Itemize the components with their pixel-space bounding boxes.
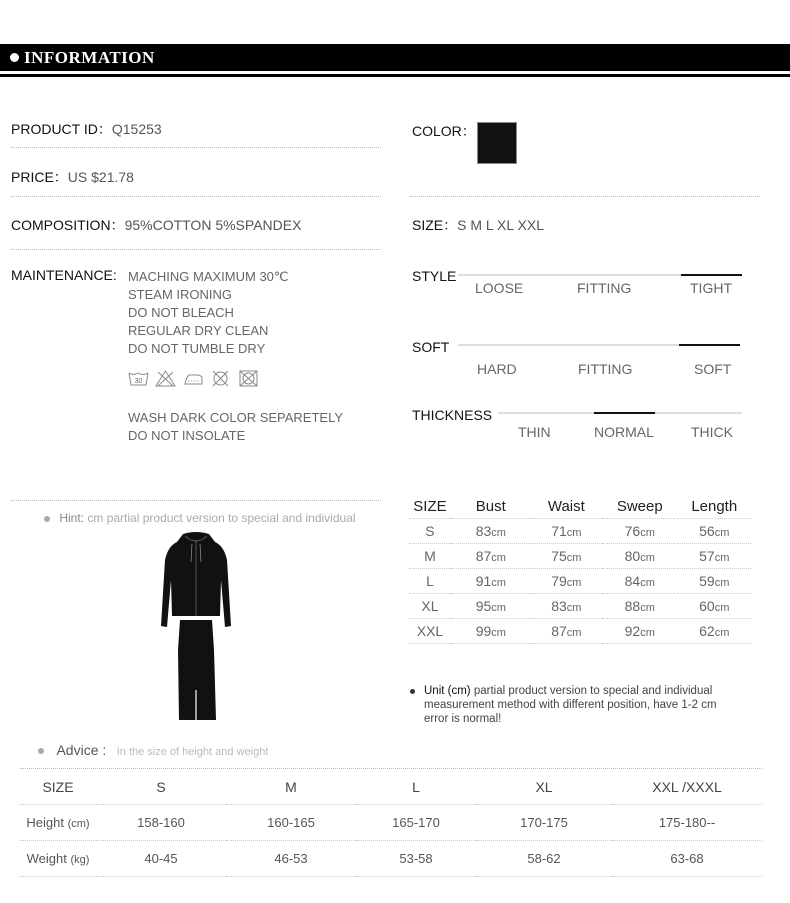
size-cell: L	[409, 569, 451, 594]
banner-title	[10, 48, 155, 68]
length-cell	[678, 594, 751, 619]
maintenance-item: STEAM IRONING	[128, 287, 233, 302]
row-label: Height	[26, 814, 64, 830]
advice-header: XL	[476, 770, 612, 804]
no-dry-clean-icon	[210, 370, 231, 387]
advice-header: M	[226, 770, 356, 804]
price-value: US $21.78	[67, 169, 134, 185]
row-label: Weight	[26, 850, 67, 866]
size-cell: XL	[409, 594, 451, 619]
cell-value: 76	[624, 523, 641, 539]
hint-text: cm partial product version to special and individual	[87, 511, 356, 525]
wash-30-icon	[128, 370, 149, 387]
size-cell: M	[409, 544, 451, 569]
thickness-scale-marker	[594, 412, 655, 414]
advice-table	[20, 770, 762, 877]
cell-unit: cm	[640, 527, 655, 539]
cell-unit: cm	[566, 552, 582, 564]
table-row	[409, 519, 751, 544]
length-cell	[678, 519, 751, 544]
bust-cell	[451, 519, 531, 544]
divider	[11, 147, 381, 148]
bust-cell	[451, 619, 531, 644]
sweep-header: Sweep	[602, 494, 678, 519]
divider	[11, 249, 381, 250]
bust-cell	[451, 569, 531, 594]
thickness-option-thin: THIN	[518, 424, 551, 440]
cell-value: 79	[551, 573, 567, 589]
divider	[11, 500, 381, 501]
sweep-cell	[602, 569, 678, 594]
bullet-icon	[44, 516, 50, 522]
unit-note-line: error is normal!	[424, 713, 502, 725]
advice-label: Advice :	[56, 742, 107, 758]
cell-value: 71	[551, 523, 567, 539]
cell-value: 84	[624, 573, 641, 589]
cell-unit: cm	[566, 527, 582, 539]
sweep-cell	[602, 519, 678, 544]
size-row	[412, 215, 544, 235]
height-cell: 165-170	[356, 804, 476, 840]
maintenance-note: DO NOT INSOLATE	[128, 428, 246, 443]
maintenance-item: MACHING MAXIMUM 30℃	[128, 269, 289, 284]
cell-unit: cm	[640, 627, 655, 639]
cell-value: 92	[624, 623, 641, 639]
product-id-label: PRODUCT ID：	[11, 121, 112, 137]
weight-cell: 63-68	[612, 840, 762, 876]
table-row	[409, 544, 751, 569]
maintenance-label: MAINTENANCE:	[11, 267, 117, 283]
iron-icon	[183, 370, 204, 387]
bullet-icon	[10, 53, 19, 62]
cell-unit: cm	[566, 627, 582, 639]
bust-cell	[451, 594, 531, 619]
cell-unit: cm	[566, 577, 582, 589]
style-label: STYLE	[412, 268, 457, 284]
cell-unit: cm	[714, 627, 730, 639]
table-row	[20, 840, 762, 876]
height-label-cell	[20, 804, 96, 840]
waist-cell	[531, 594, 602, 619]
advice	[38, 742, 268, 760]
soft-option-soft: SOFT	[694, 361, 732, 377]
waist-cell	[531, 544, 602, 569]
height-cell: 160-165	[226, 804, 356, 840]
weight-cell: 46-53	[226, 840, 356, 876]
cell-unit: cm	[714, 577, 730, 589]
maintenance-item: REGULAR DRY CLEAN	[128, 323, 269, 338]
size-label: SIZE：	[412, 217, 458, 233]
divider	[11, 196, 381, 197]
maintenance-notes	[128, 409, 343, 445]
price-row	[11, 167, 134, 187]
composition-label: COMPOSITION：	[11, 217, 125, 233]
sweep-cell	[602, 544, 678, 569]
unit-note-label: Unit (cm)	[424, 685, 471, 697]
product-id-value: Q15253	[111, 121, 162, 137]
product-image	[158, 530, 234, 722]
cell-unit: cm	[491, 627, 506, 639]
cell-value: 75	[551, 548, 567, 564]
table-row	[409, 619, 751, 644]
soft-label: SOFT	[412, 339, 450, 355]
maintenance-note: WASH DARK COLOR SEPARETELY	[128, 410, 344, 425]
cell-unit: cm	[640, 602, 655, 614]
cell-value: 62	[699, 623, 715, 639]
cell-unit: cm	[640, 577, 655, 589]
bust-cell	[451, 544, 531, 569]
waist-cell	[531, 619, 602, 644]
banner-underline	[0, 74, 790, 77]
style-option-loose: LOOSE	[475, 280, 524, 296]
thickness-label: THICKNESS	[412, 407, 493, 423]
waist-cell	[531, 569, 602, 594]
waist-header: Waist	[531, 494, 602, 519]
soft-option-fitting: FITTING	[578, 361, 633, 377]
height-cell: 158-160	[96, 804, 226, 840]
cell-unit: cm	[714, 527, 730, 539]
cell-unit: cm	[714, 602, 730, 614]
bullet-icon	[410, 689, 415, 694]
cell-value: 99	[475, 623, 492, 639]
wash-temperature-text: 30	[134, 378, 143, 385]
size-header: SIZE	[409, 494, 451, 519]
soft-option-hard: HARD	[477, 361, 517, 377]
advice-table-header	[20, 770, 762, 804]
divider	[20, 768, 762, 769]
cell-unit: cm	[491, 527, 506, 539]
cell-value: 57	[699, 548, 715, 564]
weight-label-cell	[20, 840, 96, 876]
sweep-cell	[602, 619, 678, 644]
table-row	[20, 804, 762, 840]
cell-value: 56	[699, 523, 715, 539]
length-header: Length	[678, 494, 751, 519]
cell-unit: cm	[714, 552, 730, 564]
cell-unit: cm	[566, 602, 582, 614]
waist-cell	[531, 519, 602, 544]
row-unit: (cm)	[67, 817, 90, 830]
size-cell: S	[409, 519, 451, 544]
unit-note-line: measurement method with different position, have 1-2 cm	[424, 699, 717, 711]
cell-unit: cm	[491, 577, 506, 589]
cell-unit: cm	[491, 552, 506, 564]
hint	[44, 511, 356, 525]
cell-value: 87	[475, 548, 492, 564]
unit-note-text	[424, 684, 750, 726]
height-cell: 175-180--	[612, 804, 762, 840]
unit-note-line: partial product version to special and individual	[473, 685, 713, 697]
length-cell	[678, 544, 751, 569]
weight-cell: 53-58	[356, 840, 476, 876]
advice-header-size: SIZE	[20, 770, 96, 804]
cell-value: 60	[699, 598, 715, 614]
cell-value: 80	[624, 548, 641, 564]
row-unit: (kg)	[70, 853, 90, 866]
length-cell	[678, 569, 751, 594]
advice-header: L	[356, 770, 476, 804]
composition-row	[11, 215, 301, 235]
banner-title-text: INFORMATION	[24, 48, 155, 67]
table-row	[409, 569, 751, 594]
soft-scale-marker	[679, 344, 740, 346]
style-option-fitting: FITTING	[577, 280, 632, 296]
maintenance-list	[128, 268, 289, 358]
height-cell: 170-175	[476, 804, 612, 840]
table-row	[409, 594, 751, 619]
cell-unit: cm	[640, 552, 655, 564]
weight-cell: 58-62	[476, 840, 612, 876]
cell-value: 88	[624, 598, 641, 614]
unit-note	[410, 684, 750, 726]
bullet-icon	[38, 748, 44, 754]
advice-header: XXL /XXXL	[612, 770, 762, 804]
sweep-cell	[602, 594, 678, 619]
cell-value: 83	[475, 523, 492, 539]
style-option-tight: TIGHT	[690, 280, 732, 296]
cell-unit: cm	[491, 602, 506, 614]
color-label: COLOR：	[412, 123, 476, 139]
care-icons	[128, 370, 261, 392]
cell-value: 91	[475, 573, 492, 589]
maintenance-item: DO NOT TUMBLE DRY	[128, 341, 266, 356]
cell-value: 59	[699, 573, 715, 589]
color-swatch-black[interactable]	[477, 122, 517, 164]
advice-header: S	[96, 770, 226, 804]
size-table-header	[409, 494, 751, 519]
cell-value: 87	[551, 623, 567, 639]
thickness-option-thick: THICK	[691, 424, 733, 440]
cell-value: 83	[551, 598, 567, 614]
size-table	[409, 494, 751, 644]
length-cell	[678, 619, 751, 644]
size-cell: XXL	[409, 619, 451, 644]
divider	[410, 196, 760, 197]
advice-text: In the size of height and weight	[116, 746, 269, 758]
product-id-row	[11, 119, 162, 139]
no-bleach-icon	[155, 370, 176, 387]
composition-value: 95%COTTON 5%SPANDEX	[124, 217, 302, 233]
cell-value: 95	[475, 598, 492, 614]
price-label: PRICE：	[11, 169, 68, 185]
weight-cell: 40-45	[96, 840, 226, 876]
maintenance-item: DO NOT BLEACH	[128, 305, 234, 320]
thickness-option-normal: NORMAL	[594, 424, 654, 440]
hint-label: Hint:	[59, 511, 85, 525]
style-scale-marker	[681, 274, 742, 276]
no-tumble-dry-icon	[238, 370, 259, 387]
size-value: S M L XL XXL	[457, 217, 545, 233]
bust-header: Bust	[451, 494, 531, 519]
